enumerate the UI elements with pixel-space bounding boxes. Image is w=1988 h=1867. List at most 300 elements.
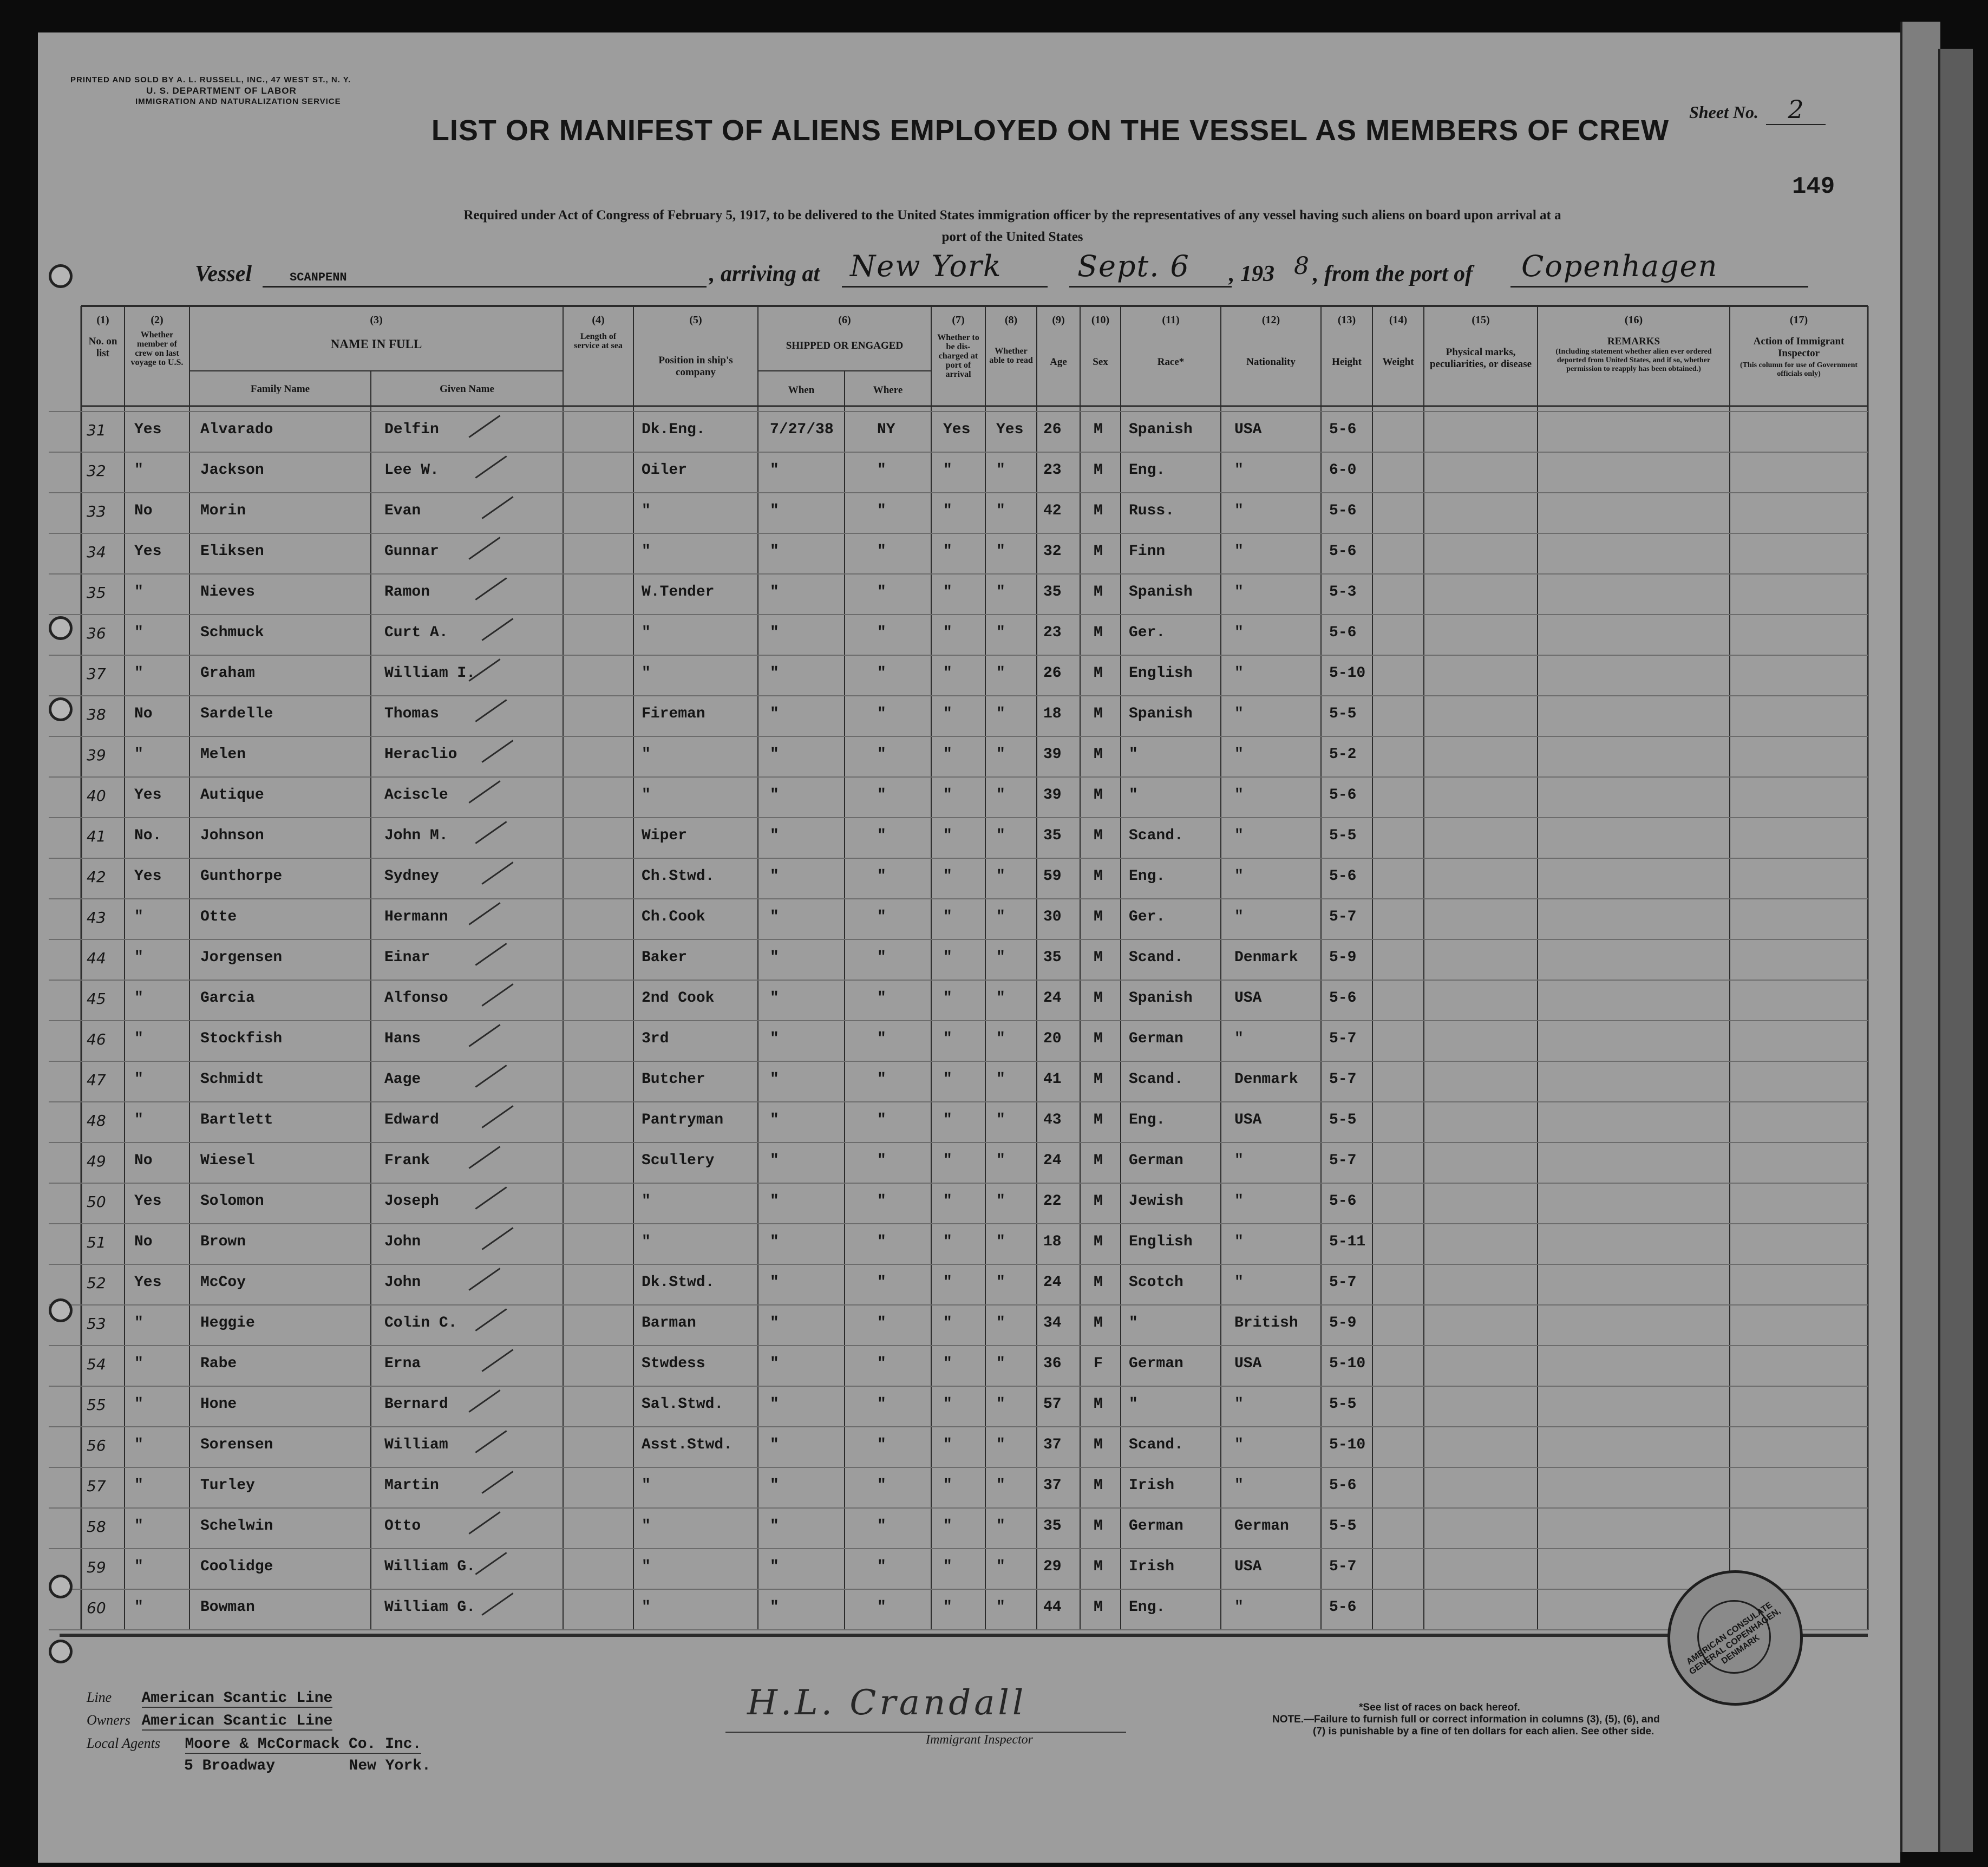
height-cell: 5-7: [1329, 1274, 1357, 1291]
footer-agents-address: [184, 1757, 431, 1774]
shipped-when-cell: ": [770, 665, 779, 682]
family-name-cell: Heggie: [200, 1315, 255, 1331]
sex-cell: M: [1094, 665, 1103, 682]
col4-header: Length of service at sea: [574, 332, 623, 350]
col2-number: (2): [151, 314, 164, 326]
position-cell: ": [642, 1233, 651, 1250]
list-number-cell: 33: [87, 502, 106, 520]
given-name-cell: Evan: [384, 502, 421, 519]
family-name-cell: Rabe: [200, 1355, 237, 1372]
col16-note: (Including statement whether alien ever ordered deported from United States, and if so, whether permission to reapply has been obtained.): [1555, 348, 1712, 373]
race-cell: ": [1129, 746, 1138, 763]
list-number-cell: 38: [87, 706, 106, 723]
able-to-read-cell: ": [996, 1112, 1005, 1128]
service-line: IMMIGRATION AND NATURALIZATION SERVICE: [135, 97, 341, 106]
prev-voyage-cell: Yes: [134, 421, 162, 438]
line-value: American Scantic Line: [141, 1690, 333, 1707]
able-to-read-cell: ": [996, 1355, 1005, 1372]
col7-number: (7): [952, 314, 965, 326]
page-number: 149: [1792, 173, 1835, 200]
shipped-where-cell: ": [877, 1437, 886, 1453]
given-name-cell: Einar: [384, 949, 430, 966]
height-cell: 5-7: [1329, 1071, 1357, 1088]
list-number-cell: 46: [87, 1030, 106, 1048]
discharged-cell: ": [943, 909, 952, 925]
shipped-when-cell: ": [770, 543, 779, 560]
punch-hole: [49, 616, 73, 640]
shipped-where-cell: ": [877, 1274, 886, 1291]
col10-number: (10): [1091, 314, 1110, 326]
given-name-cell: Aage: [384, 1071, 421, 1088]
col9-header: Age: [1050, 356, 1067, 368]
year-suffix: 8: [1294, 252, 1310, 280]
height-cell: 5-6: [1329, 787, 1357, 804]
family-name-cell: Bartlett: [200, 1112, 273, 1128]
shipped-where-cell: ": [877, 1112, 886, 1128]
family-name-cell: Stockfish: [200, 1030, 283, 1047]
col6-where-header: Where: [873, 384, 903, 396]
punch-hole: [49, 697, 73, 721]
nationality-cell: ": [1234, 624, 1244, 641]
height-cell: 5-11: [1329, 1233, 1366, 1250]
manifest-sheet: [38, 32, 1900, 1863]
family-name-cell: Hone: [200, 1396, 237, 1413]
document-title: LIST OR MANIFEST OF ALIENS EMPLOYED ON THE VESSEL AS MEMBERS OF CREW: [431, 114, 1670, 147]
shipped-where-cell: ": [877, 827, 886, 844]
family-name-cell: Melen: [200, 746, 246, 763]
col13-header: Height: [1332, 356, 1362, 368]
col17-header: Action of Immigrant Inspector: [1753, 336, 1845, 359]
discharged-cell: ": [943, 1193, 952, 1210]
family-name-cell: Solomon: [200, 1193, 264, 1210]
position-cell: Sal.Stwd.: [642, 1396, 724, 1413]
given-name-cell: Sydney: [384, 868, 439, 885]
position-cell: Asst.Stwd.: [642, 1437, 733, 1453]
height-cell: 5-6: [1329, 543, 1357, 560]
position-cell: Wiper: [642, 827, 688, 844]
sex-cell: M: [1094, 1233, 1103, 1250]
prev-voyage-cell: ": [134, 1315, 143, 1331]
list-number-cell: 51: [87, 1233, 106, 1251]
race-cell: Ger.: [1129, 624, 1166, 641]
able-to-read-cell: ": [996, 909, 1005, 925]
list-number-cell: 52: [87, 1274, 106, 1292]
family-name-cell: Schmidt: [200, 1071, 264, 1088]
position-cell: Fireman: [642, 706, 705, 722]
prev-voyage-cell: No: [134, 1233, 153, 1250]
age-cell: 35: [1043, 1518, 1062, 1535]
nationality-cell: ": [1234, 584, 1244, 600]
col1-header: No. on list: [88, 336, 117, 359]
shipped-where-cell: ": [877, 462, 886, 479]
given-name-cell: Curt A.: [384, 624, 448, 641]
given-name-cell: William: [384, 1437, 448, 1453]
race-cell: Spanish: [1129, 990, 1193, 1007]
vessel-name: SCANPENN: [290, 271, 347, 284]
family-name-cell: Otte: [200, 909, 237, 925]
able-to-read-cell: ": [996, 665, 1005, 682]
height-cell: 5-6: [1329, 1599, 1357, 1616]
age-cell: 41: [1043, 1071, 1062, 1088]
able-to-read-cell: ": [996, 706, 1005, 722]
stamp-text: AMERICAN CONSULATE GENERAL COPENHAGEN, DENMARK: [1685, 1600, 1783, 1677]
family-name-cell: Schmuck: [200, 624, 264, 641]
age-cell: 26: [1043, 665, 1062, 682]
able-to-read-cell: ": [996, 746, 1005, 763]
shipped-where-cell: ": [877, 624, 886, 641]
shipped-when-cell: ": [770, 1437, 779, 1453]
sex-cell: M: [1094, 1193, 1103, 1210]
age-cell: 36: [1043, 1355, 1062, 1372]
shipped-when-cell: ": [770, 1152, 779, 1169]
height-cell: 5-5: [1329, 1518, 1357, 1535]
agents-value-1: Moore & McCormack Co. Inc.: [185, 1736, 422, 1753]
fine-note-1: NOTE.—Failure to furnish full or correct information in columns (3), (5), (6), and: [1272, 1714, 1660, 1725]
able-to-read-cell: ": [996, 1071, 1005, 1088]
sex-cell: M: [1094, 706, 1103, 722]
list-number-cell: 34: [87, 543, 106, 561]
family-name-cell: Johnson: [200, 827, 264, 844]
shipped-where-cell: ": [877, 665, 886, 682]
discharged-cell: ": [943, 462, 952, 479]
list-number-cell: 32: [87, 462, 106, 480]
given-name-cell: John: [384, 1233, 421, 1250]
nationality-cell: ": [1234, 746, 1244, 763]
able-to-read-cell: ": [996, 1193, 1005, 1210]
sex-cell: M: [1094, 1030, 1103, 1047]
list-number-cell: 57: [87, 1477, 106, 1495]
nationality-cell: ": [1234, 543, 1244, 560]
shipped-where-cell: ": [877, 1477, 886, 1494]
shipped-when-cell: ": [770, 1396, 779, 1413]
sex-cell: M: [1094, 827, 1103, 844]
col11-number: (11): [1162, 314, 1180, 326]
shipped-when-cell: ": [770, 1030, 779, 1047]
able-to-read-cell: ": [996, 1030, 1005, 1047]
nationality-cell: ": [1234, 1152, 1244, 1169]
discharged-cell: ": [943, 1233, 952, 1250]
family-name-cell: Morin: [200, 502, 246, 519]
sex-cell: M: [1094, 1315, 1103, 1331]
able-to-read-cell: ": [996, 1437, 1005, 1453]
given-name-cell: Hermann: [384, 909, 448, 925]
col3-family-header: Family Name: [250, 383, 310, 395]
prev-voyage-cell: Yes: [134, 787, 162, 804]
sheet-number-label: Sheet No.: [1689, 102, 1758, 122]
shipped-when-cell: ": [770, 706, 779, 722]
position-cell: Barman: [642, 1315, 696, 1331]
col12-header: Nationality: [1246, 356, 1296, 368]
list-number-cell: 37: [87, 665, 106, 683]
list-number-cell: 35: [87, 584, 106, 602]
family-name-cell: Bowman: [200, 1599, 255, 1616]
prev-voyage-cell: ": [134, 949, 143, 966]
list-number-cell: 53: [87, 1315, 106, 1333]
race-cell: ": [1129, 787, 1138, 804]
nationality-cell: ": [1234, 1396, 1244, 1413]
able-to-read-cell: ": [996, 868, 1005, 885]
discharged-cell: ": [943, 1477, 952, 1494]
shipped-where-cell: NY: [877, 421, 895, 438]
prev-voyage-cell: Yes: [134, 1193, 162, 1210]
discharged-cell: ": [943, 1355, 952, 1372]
age-cell: 57: [1043, 1396, 1062, 1413]
race-cell: English: [1129, 665, 1193, 682]
col9-number: (9): [1052, 314, 1065, 326]
given-name-cell: Alfonso: [384, 990, 448, 1007]
nationality-cell: German: [1234, 1518, 1289, 1535]
prev-voyage-cell: ": [134, 665, 143, 682]
able-to-read-cell: ": [996, 1558, 1005, 1575]
able-to-read-cell: ": [996, 1599, 1005, 1616]
age-cell: 24: [1043, 1152, 1062, 1169]
position-cell: Dk.Eng.: [642, 421, 705, 438]
prev-voyage-cell: ": [134, 1437, 143, 1453]
shipped-when-cell: ": [770, 624, 779, 641]
shipped-when-cell: ": [770, 462, 779, 479]
nationality-cell: ": [1234, 1030, 1244, 1047]
sex-cell: M: [1094, 949, 1103, 966]
given-name-cell: Aciscle: [384, 787, 448, 804]
able-to-read-cell: ": [996, 543, 1005, 560]
family-name-cell: Graham: [200, 665, 255, 682]
race-cell: Irish: [1129, 1477, 1175, 1494]
prev-voyage-cell: No: [134, 1152, 153, 1169]
arriving-label: , arriving at: [709, 262, 820, 286]
race-cell: Jewish: [1129, 1193, 1183, 1210]
height-cell: 5-6: [1329, 421, 1357, 438]
age-cell: 59: [1043, 868, 1062, 885]
department-line: U. S. DEPARTMENT OF LABOR: [146, 86, 297, 96]
col4-number: (4): [592, 314, 605, 326]
prev-voyage-cell: ": [134, 1518, 143, 1535]
prev-voyage-cell: ": [134, 909, 143, 925]
prev-voyage-cell: ": [134, 462, 143, 479]
shipped-when-cell: ": [770, 868, 779, 885]
nationality-cell: USA: [1234, 1355, 1262, 1372]
position-cell: 2nd Cook: [642, 990, 715, 1007]
height-cell: 5-3: [1329, 584, 1357, 600]
shipped-where-cell: ": [877, 1355, 886, 1372]
age-cell: 18: [1043, 706, 1062, 722]
given-name-cell: Ramon: [384, 584, 430, 600]
list-number-cell: 39: [87, 746, 106, 764]
shipped-when-cell: ": [770, 1274, 779, 1291]
discharged-cell: ": [943, 543, 952, 560]
nationality-cell: ": [1234, 1477, 1244, 1494]
age-cell: 37: [1043, 1437, 1062, 1453]
sex-cell: M: [1094, 1071, 1103, 1088]
able-to-read-cell: ": [996, 1518, 1005, 1535]
discharged-cell: ": [943, 746, 952, 763]
nationality-cell: ": [1234, 1599, 1244, 1616]
position-cell: Scullery: [642, 1152, 715, 1169]
sex-cell: M: [1094, 1396, 1103, 1413]
race-cell: Russ.: [1129, 502, 1175, 519]
year-prefix: , 193: [1229, 262, 1274, 286]
race-cell: Eng.: [1129, 868, 1166, 885]
nationality-cell: ": [1234, 1437, 1244, 1453]
age-cell: 35: [1043, 827, 1062, 844]
given-name-cell: Edward: [384, 1112, 439, 1128]
family-name-cell: Autique: [200, 787, 264, 804]
able-to-read-cell: ": [996, 787, 1005, 804]
punch-hole: [49, 264, 73, 288]
race-cell: Scotch: [1129, 1274, 1183, 1291]
shipped-when-cell: ": [770, 1355, 779, 1372]
prev-voyage-cell: No: [134, 502, 153, 519]
age-cell: 32: [1043, 543, 1062, 560]
prev-voyage-cell: ": [134, 990, 143, 1007]
agents-value-3: New York.: [349, 1758, 431, 1774]
col3-number: (3): [370, 314, 383, 326]
arrival-date: Sept. 6: [1077, 249, 1190, 283]
shipped-when-cell: ": [770, 1193, 779, 1210]
nationality-cell: ": [1234, 827, 1244, 844]
nationality-cell: Denmark: [1234, 949, 1298, 966]
height-cell: 5-6: [1329, 868, 1357, 885]
shipped-where-cell: ": [877, 1518, 886, 1535]
shipped-when-cell: ": [770, 827, 779, 844]
position-cell: ": [642, 502, 651, 519]
position-cell: ": [642, 746, 651, 763]
given-name-cell: William G.: [384, 1599, 476, 1616]
position-cell: ": [642, 787, 651, 804]
height-cell: 5-5: [1329, 827, 1357, 844]
given-name-cell: Hans: [384, 1030, 421, 1047]
nationality-cell: ": [1234, 706, 1244, 722]
shipped-when-cell: ": [770, 502, 779, 519]
given-name-cell: Bernard: [384, 1396, 448, 1413]
sex-cell: M: [1094, 543, 1103, 560]
discharged-cell: ": [943, 990, 952, 1007]
sex-cell: F: [1094, 1355, 1103, 1372]
col6-header: SHIPPED OR ENGAGED: [786, 340, 904, 351]
col7-header: Whether to be dis-charged at port of arrival: [937, 333, 979, 379]
col2-header: Whether member of crew on last voyage to U.S.: [130, 330, 184, 367]
given-name-cell: Heraclio: [384, 746, 457, 763]
shipped-where-cell: ": [877, 909, 886, 925]
able-to-read-cell: ": [996, 1233, 1005, 1250]
given-name-cell: Frank: [384, 1152, 430, 1169]
col15-header: Physical marks, peculiarities, or disease: [1429, 347, 1532, 370]
col17-note: (This column for use of Government officials only): [1740, 361, 1858, 378]
discharged-cell: ": [943, 584, 952, 600]
age-cell: 39: [1043, 746, 1062, 763]
list-number-cell: 49: [87, 1152, 106, 1170]
sex-cell: M: [1094, 1558, 1103, 1575]
given-name-cell: William G.: [384, 1558, 476, 1575]
nationality-cell: ": [1234, 1274, 1244, 1291]
nationality-cell: Denmark: [1234, 1071, 1298, 1088]
col14-number: (14): [1389, 314, 1408, 326]
family-name-cell: Alvarado: [200, 421, 273, 438]
arriving-port: New York: [850, 249, 1002, 283]
position-cell: Ch.Cook: [642, 909, 705, 925]
able-to-read-cell: ": [996, 1274, 1005, 1291]
able-to-read-cell: ": [996, 1396, 1005, 1413]
from-label: , from the port of: [1313, 262, 1473, 286]
race-cell: Eng.: [1129, 462, 1166, 479]
shipped-where-cell: ": [877, 706, 886, 722]
list-number-cell: 59: [87, 1558, 106, 1576]
sex-cell: M: [1094, 502, 1103, 519]
height-cell: 5-9: [1329, 1315, 1357, 1331]
family-name-cell: Jackson: [200, 462, 264, 479]
discharged-cell: ": [943, 1558, 952, 1575]
family-name-cell: Coolidge: [200, 1558, 273, 1575]
race-cell: Scand.: [1129, 1071, 1183, 1088]
race-cell: Scand.: [1129, 949, 1183, 966]
height-cell: 5-7: [1329, 1558, 1357, 1575]
position-cell: ": [642, 543, 651, 560]
nationality-cell: ": [1234, 1193, 1244, 1210]
race-cell: Spanish: [1129, 706, 1193, 722]
position-cell: Butcher: [642, 1071, 705, 1088]
family-name-cell: Sardelle: [200, 706, 273, 722]
col8-number: (8): [1004, 314, 1018, 326]
height-cell: 5-7: [1329, 1030, 1357, 1047]
sex-cell: M: [1094, 868, 1103, 885]
sex-cell: M: [1094, 1599, 1103, 1616]
age-cell: 29: [1043, 1558, 1062, 1575]
able-to-read-cell: ": [996, 1315, 1005, 1331]
height-cell: 5-6: [1329, 1477, 1357, 1494]
position-cell: ": [642, 624, 651, 641]
shipped-where-cell: ": [877, 584, 886, 600]
shipped-where-cell: ": [877, 868, 886, 885]
shipped-when-cell: ": [770, 1599, 779, 1616]
vessel-label: Vessel: [195, 262, 252, 286]
shipped-when-cell: 7/27/38: [770, 421, 834, 438]
age-cell: 23: [1043, 462, 1062, 479]
sex-cell: M: [1094, 787, 1103, 804]
height-cell: 5-7: [1329, 1152, 1357, 1169]
height-cell: 5-5: [1329, 1112, 1357, 1128]
sex-cell: M: [1094, 909, 1103, 925]
col16-header: REMARKS: [1607, 336, 1660, 347]
list-number-cell: 45: [87, 990, 106, 1008]
able-to-read-cell: ": [996, 990, 1005, 1007]
nationality-cell: USA: [1234, 1112, 1262, 1128]
position-cell: Dk.Stwd.: [642, 1274, 715, 1291]
shipped-where-cell: ": [877, 990, 886, 1007]
shipped-where-cell: ": [877, 1233, 886, 1250]
age-cell: 20: [1043, 1030, 1062, 1047]
able-to-read-cell: ": [996, 1477, 1005, 1494]
nationality-cell: USA: [1234, 421, 1262, 438]
given-name-cell: John M.: [384, 827, 448, 844]
col17-number: (17): [1789, 314, 1808, 326]
inspector-signature: H.L. Crandall: [747, 1683, 1027, 1723]
able-to-read-cell: ": [996, 462, 1005, 479]
age-cell: 37: [1043, 1477, 1062, 1494]
race-cell: Spanish: [1129, 421, 1193, 438]
fine-note-2: (7) is punishable by a fine of ten dollars for each alien. See other side.: [1313, 1726, 1655, 1737]
race-cell: Ger.: [1129, 909, 1166, 925]
nationality-cell: ": [1234, 502, 1244, 519]
able-to-read-cell: ": [996, 827, 1005, 844]
list-number-cell: 48: [87, 1112, 106, 1130]
able-to-read-cell: ": [996, 624, 1005, 641]
subtitle-line-2: port of the United States: [941, 230, 1083, 244]
age-cell: 22: [1043, 1193, 1062, 1210]
race-cell: Irish: [1129, 1558, 1175, 1575]
shipped-where-cell: ": [877, 1396, 886, 1413]
footer-notes: [1272, 1702, 1660, 1738]
discharged-cell: ": [943, 949, 952, 966]
table-grid: [38, 32, 1900, 1863]
